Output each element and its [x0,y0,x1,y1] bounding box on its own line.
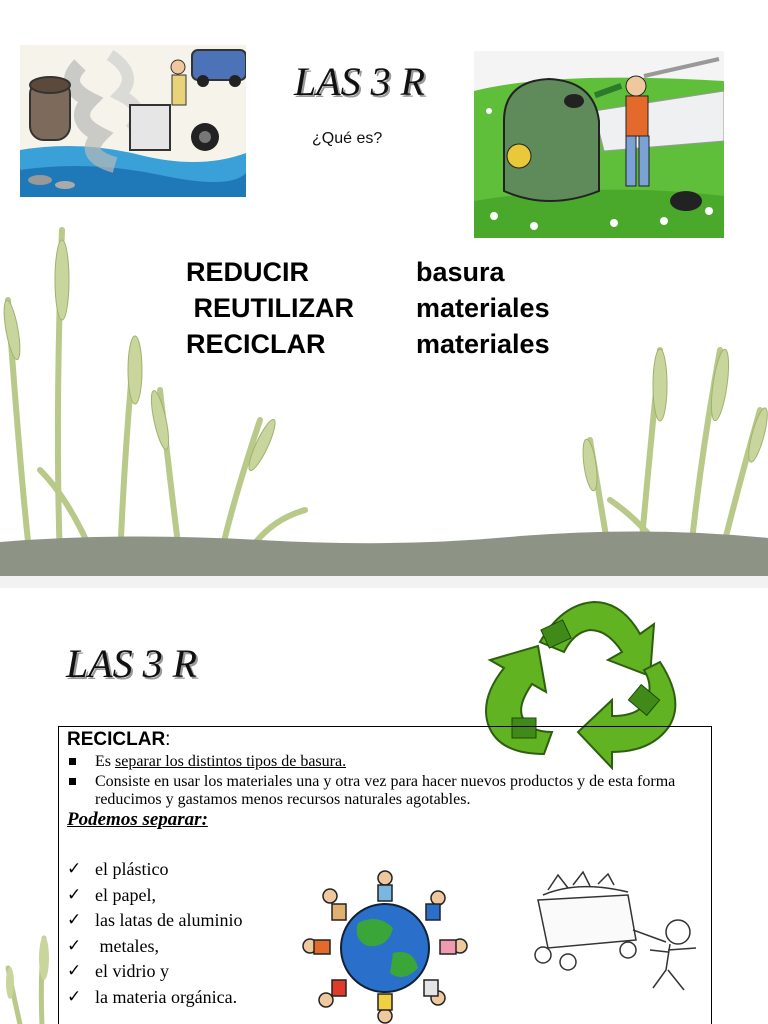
check-icon: ✓ [67,884,82,905]
list-item [67,934,242,960]
definition-bullet [67,753,697,771]
slide-separator [0,576,768,588]
material-label: el vidrio y [95,961,169,981]
slide-1-title: LAS 3 R [294,59,426,104]
recycle-heading [67,729,170,751]
check-icon: ✓ [67,910,82,930]
list-item [67,959,242,985]
glass-recycling-illustration [474,51,724,238]
check-icon: ✓ [67,935,82,956]
grass-decoration [0,928,60,1024]
list-item [67,908,242,934]
separate-heading: Podemos separar: [67,809,208,830]
term-object: materiales [416,329,550,359]
children-globe-illustration [298,868,472,1024]
list-item [67,857,242,883]
recycle-heading-word: RECICLAR [67,729,166,750]
term-object: basura [416,257,505,287]
grass-decoration [0,220,768,576]
material-label: las latas de aluminio [95,910,243,930]
recycle-heading-colon: : [165,729,171,750]
bullet-prefix: Es [95,753,115,770]
square-bullet-icon [69,758,76,765]
term-verb: REUTILIZAR [186,293,354,323]
term-verb: RECICLAR [186,329,326,359]
slide-2 [0,588,768,1024]
list-item [67,883,242,909]
square-bullet-icon [69,778,76,785]
materials-list [67,857,242,1010]
child-cart-illustration [528,870,708,1000]
material-label: la materia orgánica. [95,986,238,1007]
check-icon: ✓ [67,859,82,879]
separate-waste-text: separar los distintos tipos de basura. [115,753,347,770]
slide-2-title: LAS 3 R [66,641,198,686]
material-label: el papel, [95,884,156,905]
check-icon: ✓ [67,961,82,981]
bullet-text: Consiste en usar los materiales una y otra vez para hacer nuevos productos y de esta forma reducimos y gastamos menos recursos naturales agotables. [95,773,676,808]
check-icon: ✓ [67,986,82,1007]
term-object: materiales [416,293,550,323]
material-label: el plástico [95,859,169,879]
definition-bullet [67,773,697,809]
term-verb: REDUCIR [186,257,310,287]
definition-list [67,753,697,811]
list-item [67,985,242,1011]
slide-1-subtitle: ¿Qué es? [312,130,383,147]
material-label: metales, [95,935,159,956]
pollution-illustration [20,45,246,197]
